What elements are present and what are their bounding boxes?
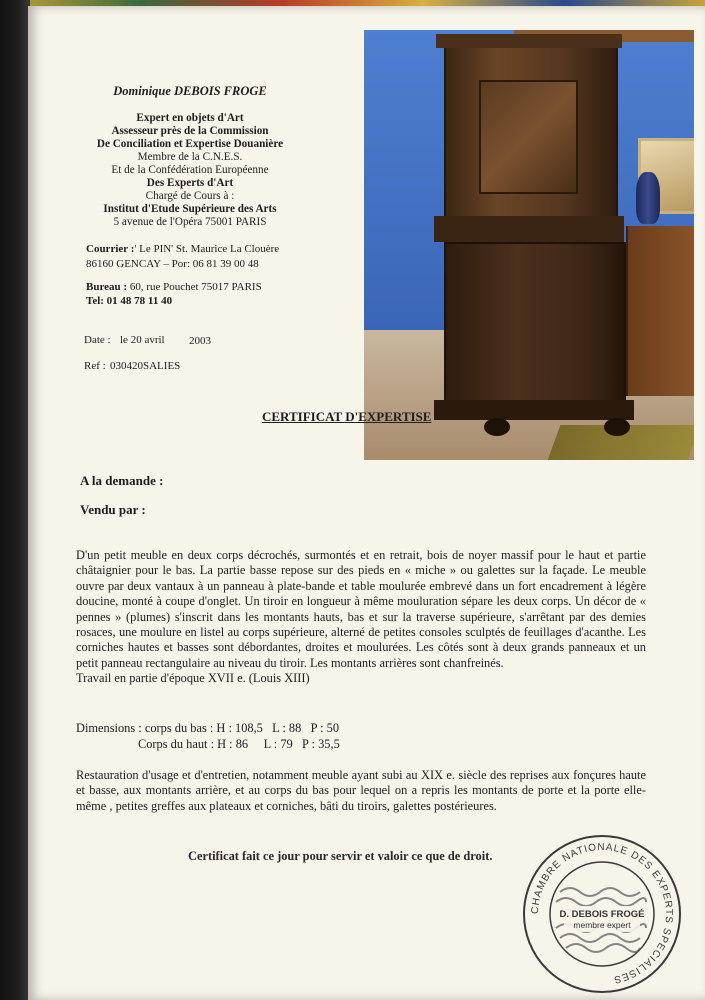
- courrier-line: [86, 243, 279, 255]
- date-label: Date :: [84, 334, 111, 346]
- certificate-title: CERTIFICAT D'EXPERTISE: [262, 409, 432, 424]
- photo-vase: [636, 172, 660, 224]
- restauration-text: Restauration d'usage et d'entretien, notamment meuble ayant subi au XIX e. siècle des reprises aux fonçures haute et basse, aux montants arrière, et au corps du bas pour lequel on a repris les montants de porte et la porte elle-même , petites greffes aux plateaux et corniches, bâti du tiroirs, galettes postérieures.: [76, 768, 646, 813]
- cabinet-base: [434, 400, 634, 420]
- epoque-text: Travail en partie d'époque XVII e. (Louis XIII): [76, 671, 310, 686]
- cabinet-foot-right: [604, 418, 630, 436]
- courrier-label: Courrier :: [86, 243, 135, 255]
- header-line-6: Des Experts d'Art: [146, 177, 234, 189]
- header-line-3: De Conciliation et Expertise Douanière: [96, 138, 284, 150]
- bureau-label: Bureau :: [86, 281, 128, 293]
- vendu-label: Vendu par :: [80, 502, 146, 517]
- tel-line: Tel: 01 48 78 11 40: [86, 295, 173, 307]
- ref-label: Ref :: [84, 360, 106, 372]
- cabinet-cornice: [436, 34, 622, 48]
- restauration-block: [76, 768, 646, 814]
- header-line-5: Et de la Confédération Européenne: [111, 164, 269, 176]
- stamp-center-name: D. DEBOIS FROGÉ: [559, 909, 645, 920]
- expert-stamp: [520, 832, 684, 996]
- courrier-city: 86160 GENCAY – Por: 06 81 39 00 48: [86, 258, 259, 270]
- header-line-1: Expert en objets d'Art: [136, 112, 244, 124]
- demande-label: A la demande :: [80, 473, 164, 488]
- header-line-7: Chargé de Cours à :: [145, 190, 235, 202]
- date-value: le 20 avril: [120, 334, 165, 346]
- description-block: [76, 548, 646, 687]
- dimensions-block: [76, 720, 340, 752]
- header-line-4: Membre de la C.N.E.S.: [137, 151, 243, 163]
- header-line-9: 5 avenue de l'Opéra 75001 PARIS: [113, 216, 267, 228]
- expert-name: Dominique DEBOIS FROGE: [113, 84, 267, 98]
- date-year: 2003: [189, 335, 211, 347]
- cabinet-lower-body: [444, 242, 626, 406]
- ref-value: 030420SALIES: [110, 360, 181, 372]
- bureau-value: 60, rue Pouchet 75017 PARIS: [127, 281, 262, 293]
- bureau-line: [86, 281, 262, 293]
- cabinet-drawer: [434, 216, 624, 242]
- frame-left-edge: [0, 0, 30, 1000]
- dimensions-line-1: Dimensions : corps du bas : H : 108,5 L : 88 P : 50: [76, 721, 340, 735]
- courrier-value: ' Le PIN' St. Maurice La Clouère: [134, 243, 280, 255]
- furniture-photo: [364, 30, 694, 460]
- dimensions-line-2: Corps du haut : H : 86 L : 79 P : 35,5: [76, 737, 340, 751]
- photo-side-cabinet: [626, 226, 694, 396]
- cabinet-foot-left: [484, 418, 510, 436]
- description-text: D'un petit meuble en deux corps décrochés, surmontés et en retrait, bois de noyer massif pour le haut et partie châtaignier pour le bas. La partie basse repose sur des pieds en « miche » ou galettes sur la façade. Le meuble ouvre par deux vantaux à un panneau à plate-bande et table moulurée embrevé dans un fort encadrement à légère doucine, monté à coupe d'onglet. Un tiroir en longueur à même mouluration sépare les deux corps. Un décor de « pennes » (plumes) s'inscrit dans les montants hauts, bas et sur la traverse supérieure, s'arrêtant par des demies rosaces, une moulure en listel au corps supérieure, alterné de petites consoles sculptés de feuillages d'acanthe. Les corniches hautes et basses sont débordantes, droites et moulurées. Les côtés sont à deux grands panneaux et un petit panneau rectangulaire au niveau du tiroir. Les montants arrières sont chanfreinés.: [76, 548, 646, 670]
- closing-line: Certificat fait ce jour pour servir et valoir ce que de droit.: [188, 849, 493, 863]
- cabinet-upper-panel: [479, 80, 578, 194]
- header-line-2: Assesseur près de la Commission: [111, 125, 269, 137]
- stamp-center-role: membre expert: [573, 920, 631, 930]
- stamp-ring-text: CHAMBRE NATIONALE DES EXPERTS SPECIALISES: [529, 841, 675, 986]
- header-line-8: Institut d'Etude Supérieure des Arts: [103, 203, 277, 215]
